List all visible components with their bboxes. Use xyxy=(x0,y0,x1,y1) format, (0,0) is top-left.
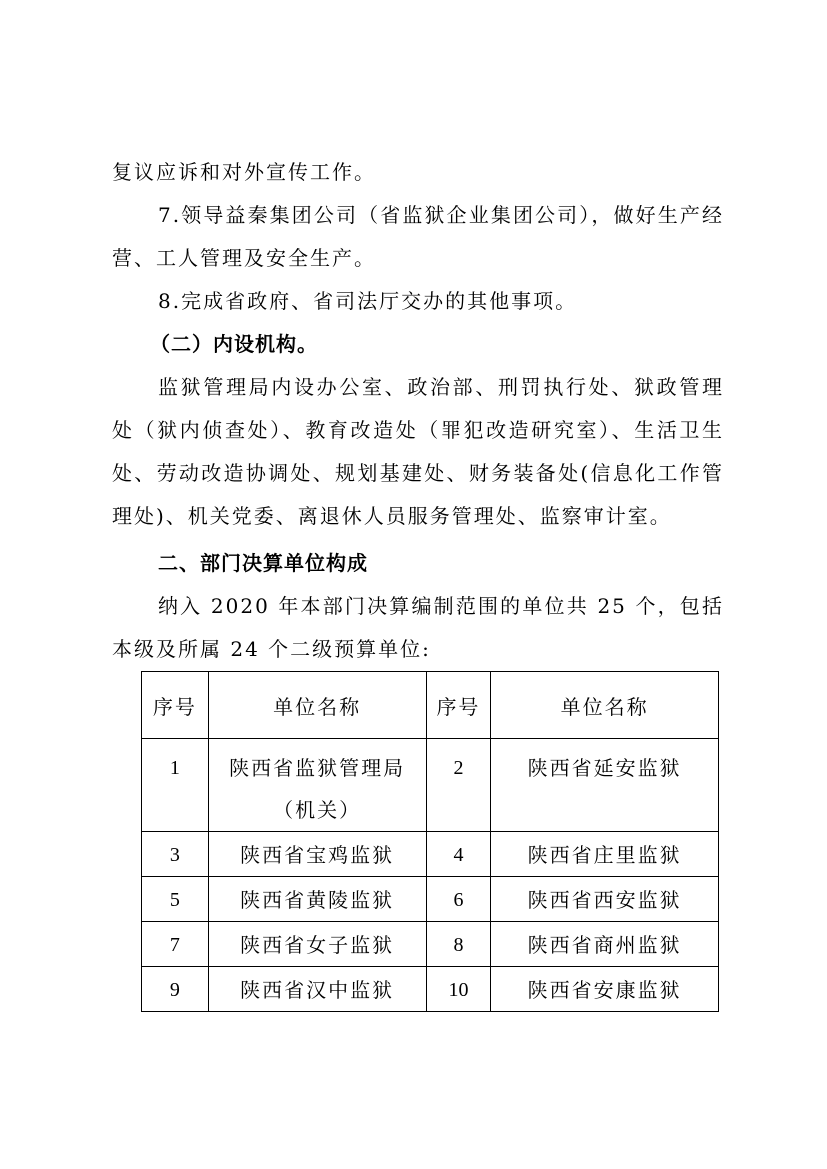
table-row xyxy=(142,967,719,1012)
table-row xyxy=(142,877,719,922)
table-cell-seq: 9 xyxy=(142,967,209,1012)
section-heading-unit-composition: 二、部门决算单位构成 xyxy=(158,551,368,575)
table-cell-unit-name: 陕西省宝鸡监狱 xyxy=(208,832,426,877)
table-row xyxy=(142,832,719,877)
table-cell-seq: 6 xyxy=(426,877,491,922)
table-cell-seq: 4 xyxy=(426,832,491,877)
header-seq-2: 序号 xyxy=(426,672,491,739)
table-cell-unit-name: 陕西省女子监狱 xyxy=(208,922,426,967)
paragraph-unit-count: 纳入 2020 年本部门决算编制范围的单位共 25 个，包括本级及所属 24 个二级预算单位: xyxy=(112,594,724,661)
table-cell-unit-name: 陕西省延安监狱 xyxy=(491,739,719,832)
paragraph-item-7: 7.领导益秦集团公司（省监狱企业集团公司），做好生产经营、工人管理及安全生产。 xyxy=(112,203,724,270)
paragraph-continuation: 复议应诉和对外宣传工作。 xyxy=(112,160,376,184)
table-cell-seq: 1 xyxy=(142,739,209,832)
table-cell-unit-name: 陕西省庄里监狱 xyxy=(491,832,719,877)
table-cell-seq: 2 xyxy=(426,739,491,832)
header-unit-name-1: 单位名称 xyxy=(208,672,426,739)
table-cell-seq: 3 xyxy=(142,832,209,877)
section-heading-internal-institutions: （二）内设机构。 xyxy=(150,332,318,356)
paragraph-internal-institutions: 监狱管理局内设办公室、政治部、刑罚执行处、狱政管理处（狱内侦查处）、教育改造处（罪犯改造研究室）、生活卫生处、劳动改造协调处、规划基建处、财务装备处(信息化工作管理处)、机关党委、离退休人员服务管理处、监察审计室。 xyxy=(112,375,724,528)
header-unit-name-2: 单位名称 xyxy=(491,672,719,739)
paragraph-item-8: 8.完成省政府、省司法厅交办的其他事项。 xyxy=(158,289,578,313)
table-cell-seq: 7 xyxy=(142,922,209,967)
table-cell-unit-name: 陕西省汉中监狱 xyxy=(208,967,426,1012)
header-seq-1: 序号 xyxy=(142,672,209,739)
table-cell-unit-name: 陕西省商州监狱 xyxy=(491,922,719,967)
table-cell-seq: 8 xyxy=(426,922,491,967)
table-row xyxy=(142,739,719,832)
table-header-row xyxy=(142,672,719,739)
table-cell-seq: 10 xyxy=(426,967,491,1012)
table-cell-unit-name: 陕西省西安监狱 xyxy=(491,877,719,922)
table-cell-seq: 5 xyxy=(142,877,209,922)
table-cell-unit-name: 陕西省安康监狱 xyxy=(491,967,719,1012)
table-cell-unit-name: 陕西省黄陵监狱 xyxy=(208,877,426,922)
unit-table xyxy=(141,671,719,1012)
table-row xyxy=(142,922,719,967)
table-cell-unit-name: 陕西省监狱管理局（机关） xyxy=(208,739,426,832)
